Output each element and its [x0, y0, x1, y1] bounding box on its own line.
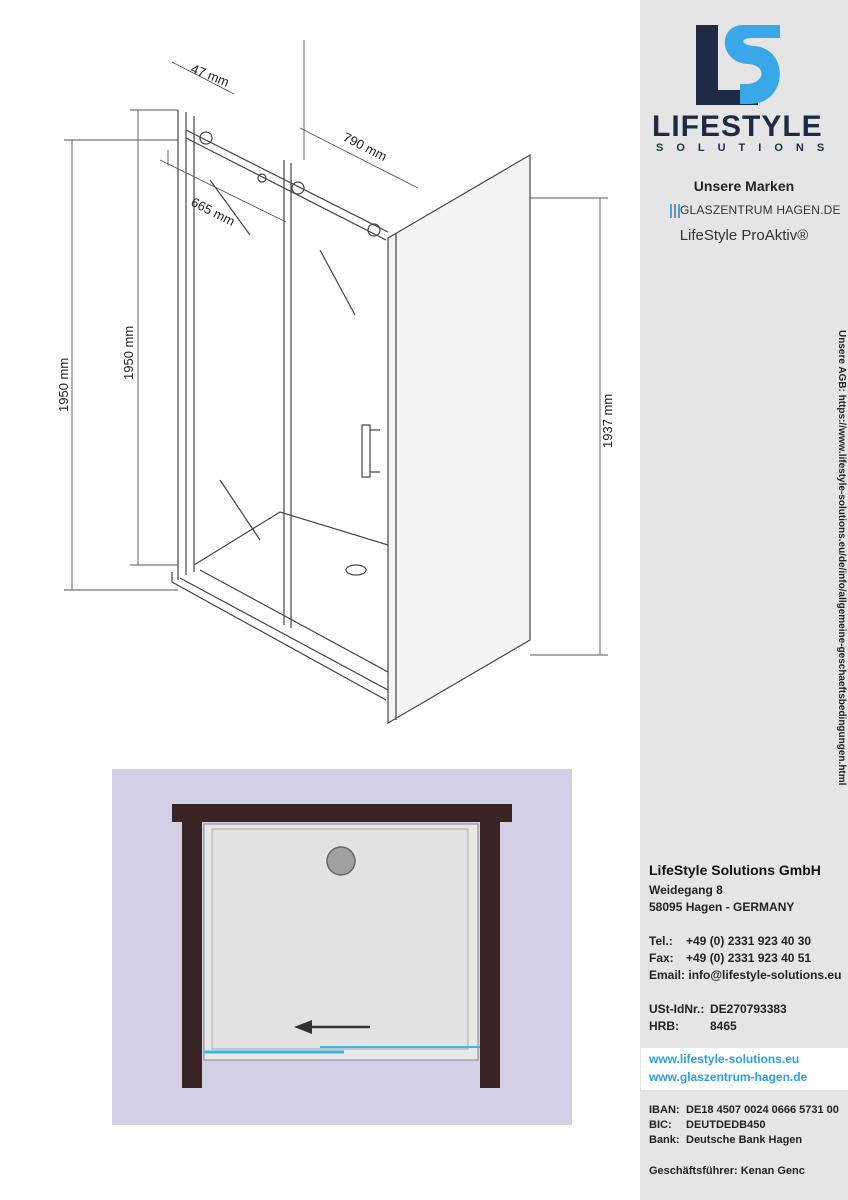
dim-1950-outer: 1950 mm: [56, 357, 71, 412]
shower-floorplan: [112, 769, 572, 1125]
managing-director-row: [649, 1165, 805, 1177]
bic-row: [649, 1119, 765, 1131]
bank-value: Deutsche Bank Hagen: [686, 1134, 803, 1146]
lifestyle-solutions-logo: [648, 20, 848, 160]
ust-label: USt-IdNr.:: [649, 1002, 705, 1016]
web-link-lifestyle[interactable]: www.lifestyle-solutions.eu: [649, 1052, 800, 1066]
tel-label: Tel.:: [649, 934, 673, 948]
web-links: [641, 1048, 848, 1090]
tel-value[interactable]: +49 (0) 2331 923 40 30: [686, 934, 812, 948]
fax-value: +49 (0) 2331 923 40 51: [686, 951, 812, 965]
dim-47: 47 mm: [188, 60, 232, 90]
agb-link[interactable]: Unsere AGB: https://www.lifestyle-solutions.eu/de/info/allgemeine-geschaeftsbedingungen.html: [836, 330, 847, 786]
email-row: [649, 968, 841, 982]
iban-row: [649, 1104, 839, 1116]
dim-790: 790 mm: [340, 129, 390, 164]
hrb-label: HRB:: [649, 1019, 679, 1033]
agb-note: [833, 330, 848, 786]
web-link-glaszentrum[interactable]: www.glaszentrum-hagen.de: [649, 1070, 808, 1084]
fax-label: Fax:: [649, 951, 674, 965]
bic-value: DEUTDEDB450: [686, 1119, 766, 1131]
hrb-row: [649, 1019, 737, 1033]
street: Weidegang 8: [649, 883, 723, 897]
email-value[interactable]: info@lifestyle-solutions.eu: [688, 968, 842, 982]
glaszentrum-brand: GLASZENTRUM HAGEN.DE: [680, 203, 841, 217]
proaktiv-brand: LifeStyle ProAktiv®: [679, 227, 809, 244]
gf-label: Geschäftsführer:: [649, 1165, 738, 1177]
bic-label: BIC:: [649, 1119, 672, 1131]
bank-row: [649, 1134, 802, 1146]
company-name: LifeStyle Solutions GmbH: [649, 862, 821, 878]
logo-wordmark: LIFESTYLE: [652, 110, 823, 143]
ust-row: [649, 1002, 787, 1016]
dim-1950-inner: 1950 mm: [121, 325, 136, 380]
dim-1937: 1937 mm: [600, 393, 615, 448]
brands-title: Unsere Marken: [693, 178, 795, 194]
hrb-value: 8465: [710, 1019, 737, 1033]
gf-value: Kenan Genc: [740, 1165, 805, 1177]
shower-3d-drawing: [0, 0, 640, 760]
iban-value: DE18 4507 0024 0666 5731 00: [686, 1104, 839, 1116]
tel-row: [649, 934, 811, 948]
bank-label: Bank:: [649, 1134, 680, 1146]
email-label: Email:: [649, 968, 686, 982]
logo-subtitle: SOLUTIONS: [656, 142, 838, 154]
city: 58095 Hagen - GERMANY: [649, 900, 795, 914]
iban-label: IBAN:: [649, 1104, 680, 1116]
dim-665: 665 mm: [188, 194, 238, 229]
ust-value: DE270793383: [710, 1002, 787, 1016]
fax-row: [649, 951, 811, 965]
